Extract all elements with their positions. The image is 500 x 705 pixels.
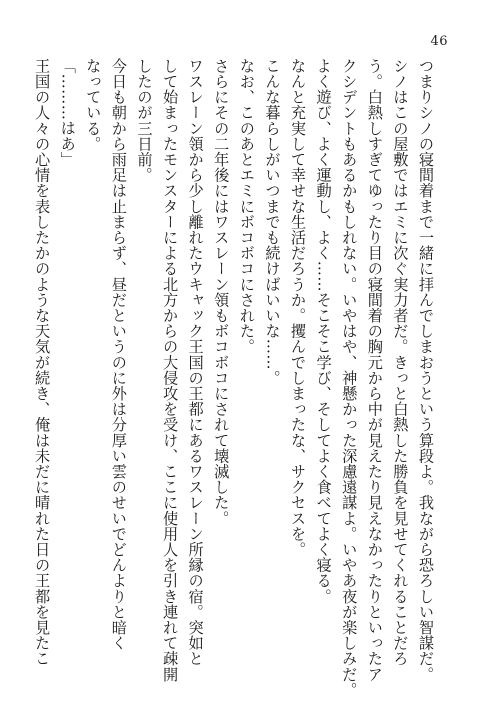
text-line: ワスレーン領から少し離れたウキャック王国の王都にあるワスレーン所縁の宿。突如と bbox=[186, 58, 205, 667]
text-line: う。白熱しすぎてゆったり目の寝間着の胸元から中が見えたり見えなかったりといったア bbox=[365, 58, 384, 682]
text-line: クシデントもあるかもしれない。いやはや、神懸かった深慮遠謀よ。いやあ夜が楽しみだ。 bbox=[340, 58, 359, 698]
text-line: なっている。 bbox=[84, 58, 103, 152]
text-line: よく遊び、よく運動し、よく……そこそこ学び、そしてよく食べてよく寝る。 bbox=[314, 58, 333, 604]
text-line: さらにその二年後にはワスレーン領もボコボコにされて壊滅した。 bbox=[212, 58, 231, 526]
text-line: シノはこの屋敷ではエミに次ぐ実力者だ。きっと白熱した勝負を見せてくれることだろ bbox=[391, 58, 410, 667]
text-line: 王国の人々の心情を表したかのような天気が続き、俺は未だに晴れた日の王都を見たこ bbox=[33, 58, 52, 667]
text-line: つまりシノの寝間着まで一緒に拝んでしまおうという算段よ。我ながら恐ろしい智謀だ。 bbox=[417, 58, 435, 682]
vertical-text-body bbox=[29, 58, 439, 698]
text-line: して始まったモンスターによる北方からの大侵攻を受け、ここに使用人を引き連れて疎開 bbox=[161, 58, 180, 682]
text-line: 「………はあ」 bbox=[58, 58, 77, 168]
text-line: なんと充実して幸せな生活だろうか。攫んでしまったな、サクセスを。 bbox=[289, 58, 308, 558]
text-line: こんな暮らしがいつまでも続けばいいな……。 bbox=[263, 58, 282, 386]
page-number: 46 bbox=[430, 34, 448, 49]
text-line: したのが三日前。 bbox=[135, 58, 154, 183]
text-line: なお、このあとエミにボコボコにされた。 bbox=[237, 58, 256, 355]
text-line: 今日も朝から雨足は止まらず、昼だというのに外は分厚い雲のせいでどんよりと暗く bbox=[109, 58, 128, 651]
